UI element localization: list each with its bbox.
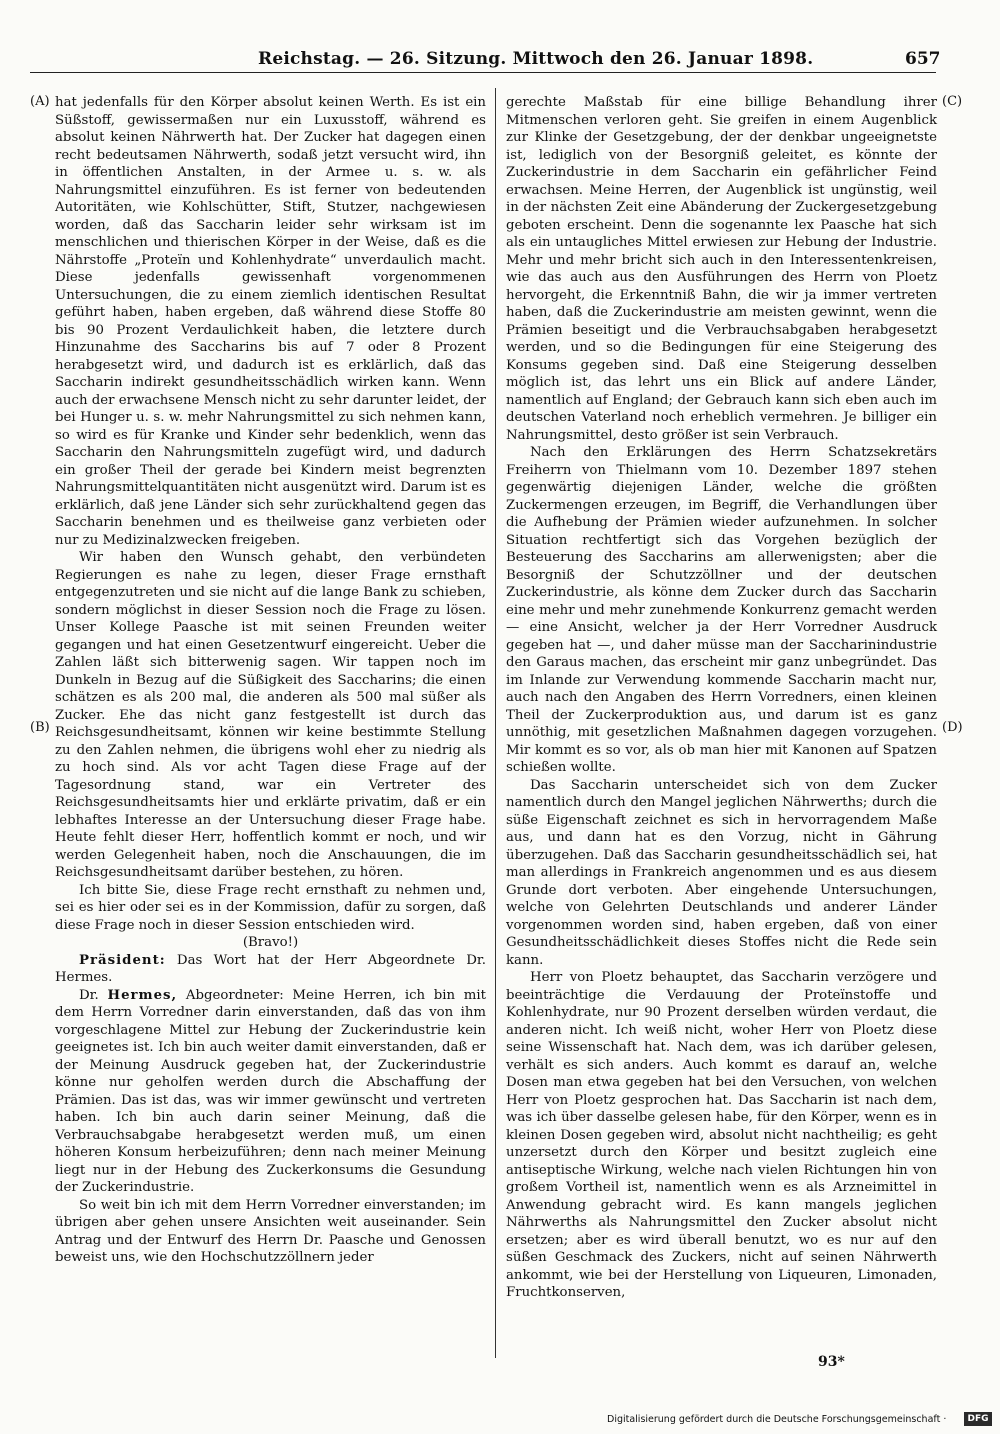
statement-text: Abgeordneter: Meine Herren, ich bin mit dem Herrn Vorredner darin einverstanden, daß das von ihm vorgeschlagene Mittel zur Hebung der Zuckerindustrie kein geeignetes ist. Ich bin auch weiter damit einverstanden, daß er der Meinung Ausdruck gegeben hat, der Zuckerindustrie könne nur geholfen werden durch die Abschaffung der Prämien. Das ist das, was wir immer gewünscht und vertreten haben. Ich bin auch darin seiner Meinung, daß die Verbrauchsabgabe herabgesetzt werden muß, um einen höheren Konsum herbeizuführen; denn nach meiner Meinung liegt nur in der Hebung des Zuckerkonsums die Gesundung der Zuckerindustrie. <box>55 987 486 1195</box>
speaker-title: Dr. <box>79 987 99 1003</box>
speaker-label: Präsident: <box>79 952 166 968</box>
paragraph: So weit bin ich mit dem Herrn Vorredner einverstanden; im übrigen aber gehen unsere Ansichten weit auseinander. Sein Antrag und der Entwurf des Herrn Dr. Paasche und Genossen beweist uns, wie den Hochschutzzöllnern jeder <box>55 1197 486 1265</box>
paragraph: gerechte Maßstab für eine billige Behandlung ihrer Mitmenschen verloren geht. Sie greifen in einem Augenblick zur Klinke der Gesetzgebung, der der denkbar ungeeignetste ist, lediglich von der Besorgniß geleitet, es könnte der Zuckerindustrie in dem Saccharin ein gefährlicher Feind erwachsen. Meine Herren, der Augenblick ist ungünstig, weil in der nächsten Zeit eine Abänderung der Zuckergesetzgebung geboten erscheint. Denn die sogenannte lex Paasche hat sich als ein untaugliches Mittel erwiesen zur Hebung der Industrie. Mehr und mehr bricht sich auch in den Interessentenkreisen, wie das auch aus den Ausführungen des Herrn von Ploetz hervorgeht, die Erkenntniß Bahn, die wir ja immer vertreten haben, daß die Zuckerindustrie am meisten gewinnt, wenn die Prämien beseitigt und die Verbrauchsabgaben herabgesetzt werden, und so die Bedingungen für eine Steigerung des Konsums gegeben sind. Daß eine Steigerung desselben möglich ist, das lehrt uns ein Blick auf andere Länder, namentlich auf England; der Gebrauch kann sich eben auch im deutschen Vaterland noch erheblich vermehren. Je billiger ein Nahrungsmittel, desto größer ist sein Verbrauch. <box>506 95 937 443</box>
margin-marker-d: (D) <box>942 720 963 735</box>
paragraph: Wir haben den Wunsch gehabt, den verbündeten Regierungen es nahe zu legen, dieser Frage ernsthaft entgegenzutreten und sie nicht auf die lange Bank zu schieben, sondern möglichst in dieser Session noch die Frage zu lösen. Unser Kollege Paasche ist mit seinen Freunden weiter gegangen und hat einen Gesetzentwurf eingereicht. Ueber die Zahlen läßt sich bitterwenig sagen. Wir tappen noch im Dunkeln in Bezug auf die Süßigkeit des Saccharins; die einen schätzen es als 200 mal, die anderen als 500 mal süßer als Zucker. Ehe das nicht ganz festgestellt ist durch das Reichsgesundheitsamt, können wir keine bestimmte Stellung zu den Zahlen nehmen, die übrigens wohl eher zu niedrig als zu hoch sind. Als vor acht Tagen diese Frage auf der Tagesordnung stand, war ein Vertreter des Reichsgesundheitsamts hier und erklärte privatim, daß er ein lebhaftes Interesse an der Untersuchung dieser Frage habe. Heute fehlt dieser Herr, hoffentlich kommt er noch, und wir werden Gelegenheit haben, noch die Anschauungen, die im Reichsgesundheitsamt darüber bestehen, zu hören. <box>55 550 486 880</box>
signature-mark: 93* <box>818 1354 845 1370</box>
speaker-name: Hermes, <box>107 987 178 1003</box>
margin-marker-a: (A) <box>30 94 50 109</box>
column-divider <box>495 88 496 1358</box>
margin-marker-b: (B) <box>30 720 50 735</box>
statement-text: Das Wort hat der Herr Abgeordnete Dr. Hermes. <box>55 952 486 985</box>
paragraph: Ich bitte Sie, diese Frage recht ernsthaft zu nehmen und, sei es hier oder sei es in der Kommission, dafür zu sorgen, daß diese Frage noch in dieser Session entschieden wird. <box>55 882 486 933</box>
right-column <box>506 94 937 1356</box>
paragraph: Das Saccharin unterscheidet sich von dem Zucker namentlich durch den Mangel jeglichen Nährwerths; durch die süße Eigenschaft zeichnet es sich in hervorragendem Maße aus, und dann hat es den Vorzug, nicht in Gährung überzugehen. Daß das Saccharin gesundheitsschädlich sei, hat man allerdings in Frankreich angenommen und es aus diesem Grunde dort verboten. Aber eingehende Untersuchungen, welche von Gelehrten Deutschlands und anderer Länder vorgenommen worden sind, haben ergeben, daß von einer Gesundheitsschädlichkeit dieses Stoffes nicht die Rede sein kann. <box>506 777 937 968</box>
paragraph: Nach den Erklärungen des Herrn Schatzsekretärs Freiherrn von Thielmann vom 10. Dezember 1897 stehen gegenwärtig diejenigen Länder, welche die größten Zuckermengen erzeugen, im Begriff, die Verhandlungen über die Aufhebung der Prämien wieder aufzunehmen. In solcher Situation rechtfertigt sich das Vorgehen bezüglich der Besteuerung des Saccharins am allerwenigsten; aber die Besorgniß der Schutzzöllner und der deutschen Zuckerindustrie, als könne dem Zucker durch das Saccharin eine mehr und mehr zunehmende Konkurrenz gemacht werden — eine Ansicht, welcher ja der Herr Vorredner Ausdruck gegeben hat —, und daher müsse man der Saccharinindustrie den Garaus machen, das erscheint mir ganz unbegründet. Das im Inlande zur Verwendung kommende Saccharin macht nur, auch nach den Angaben des Herrn Vorredners, einen kleinen Theil der Zuckerproduktion aus, und darum ist es ganz unnöthig, mit gesetzlichen Maßnahmen dagegen vorzugehen. Mir kommt es so vor, als ob man hier mit Kanonen auf Spatzen schießen wollte. <box>506 445 937 775</box>
paragraph: hat jedenfalls für den Körper absolut keinen Werth. Es ist ein Süßstoff, gewissermaßen nur ein Luxusstoff, während es absolut keinen Nährwerth hat. Der Zucker hat dagegen einen recht bedeutsamen Nährwerth, sodaß jetzt versucht wird, ihn in öffentlichen Anstalten, in der Armee u. s. w. als Nahrungsmittel einzuführen. Es ist ferner von bedeutenden Autoritäten, wie Kohlschütter, Stift, Stutzer, nachgewiesen worden, daß das Saccharin leider sehr wirksam ist im menschlichen und thierischen Körper in der Weise, daß es die Nährstoffe „Proteïn und Kohlenhydrate“ unverdaulich macht. Diese jedenfalls gewissenhaft vorgenommenen Untersuchungen, die zu einem ziemlich identischen Resultat geführt haben, haben ergeben, daß während diese Stoffe 80 bis 90 Prozent Verdaulichkeit haben, die letztere durch Hinzunahme des Saccharins bis auf 7 oder 8 Prozent herabgesetzt wird, und dadurch ist es erklärlich, daß das Saccharin indirekt gesundheitsschädlich wirken kann. Wenn auch der erwachsene Mensch nicht zu sehr darunter leidet, der bei Hunger u. s. w. mehr Nahrungsmittel zu sich nehmen kann, so wird es für Kranke und Kinder sehr bedenklich, wenn das Saccharin den Nahrungsmitteln zugefügt wird, und dadurch ein großer Theil der gerade bei Kindern meist begrenzten Nahrungsmittelquantitäten nicht ausgenützt wird. Darum ist es erklärlich, daß jene Länder sich sehr zurückhaltend gegen das Saccharin benehmen und es theilweise ganz verbieten oder nur zu Medizinalzwecken freigeben. <box>55 95 486 548</box>
president-statement <box>55 952 486 987</box>
dfg-logo: DFG <box>964 1412 992 1426</box>
interjection: (Bravo!) <box>242 935 299 950</box>
running-title: Reichstag. — 26. Sitzung. Mittwoch den 26. Januar 1898. <box>258 49 814 69</box>
margin-marker-c: (C) <box>942 94 963 109</box>
left-column <box>55 94 486 1356</box>
page-header <box>0 0 1000 74</box>
header-rule <box>30 72 936 73</box>
paragraph: Herr von Ploetz behauptet, das Saccharin verzögere und beeinträchtige die Verdauung der Proteïnstoffe und Kohlenhydrate, nur 90 Prozent derselben würden verdaut, die anderen nicht. Ich weiß nicht, woher Herr von Ploetz diese seine Wissenschaft hat. Nach dem, was ich darüber gelesen, verhält es sich anders. Auch kommt es darauf an, welche Dosen man etwa gegeben hat bei den Versuchen, von welchen Herr von Ploetz gesprochen hat. Das Saccharin ist nach dem, was ich über dasselbe gelesen habe, für den Körper, wenn es in kleinen Dosen gegeben wird, absolut nicht nachtheilig; es geht unzersetzt durch den Körper und besitzt zugleich eine antiseptische Wirkung, welche nach vielen Richtungen hin von großem Vortheil ist, namentlich wenn es als Arzneimittel in Anwendung gebracht wird. Es kann mangels jeglichen Nährwerths als Nahrungsmittel den Zucker absolut nicht ersetzen; aber es wird überall benutzt, wo es nur auf den süßen Geschmack des Zuckers, nicht auf seinen Nährwerth ankommt, wie bei der Herstellung von Liqueuren, Limonaden, Fruchtkonserven, <box>506 970 937 1300</box>
hermes-statement <box>55 987 486 1197</box>
page-number: 657 <box>905 49 941 69</box>
digitization-credit: Digitalisierung gefördert durch die Deutsche Forschungsgemeinschaft · <box>607 1414 947 1425</box>
